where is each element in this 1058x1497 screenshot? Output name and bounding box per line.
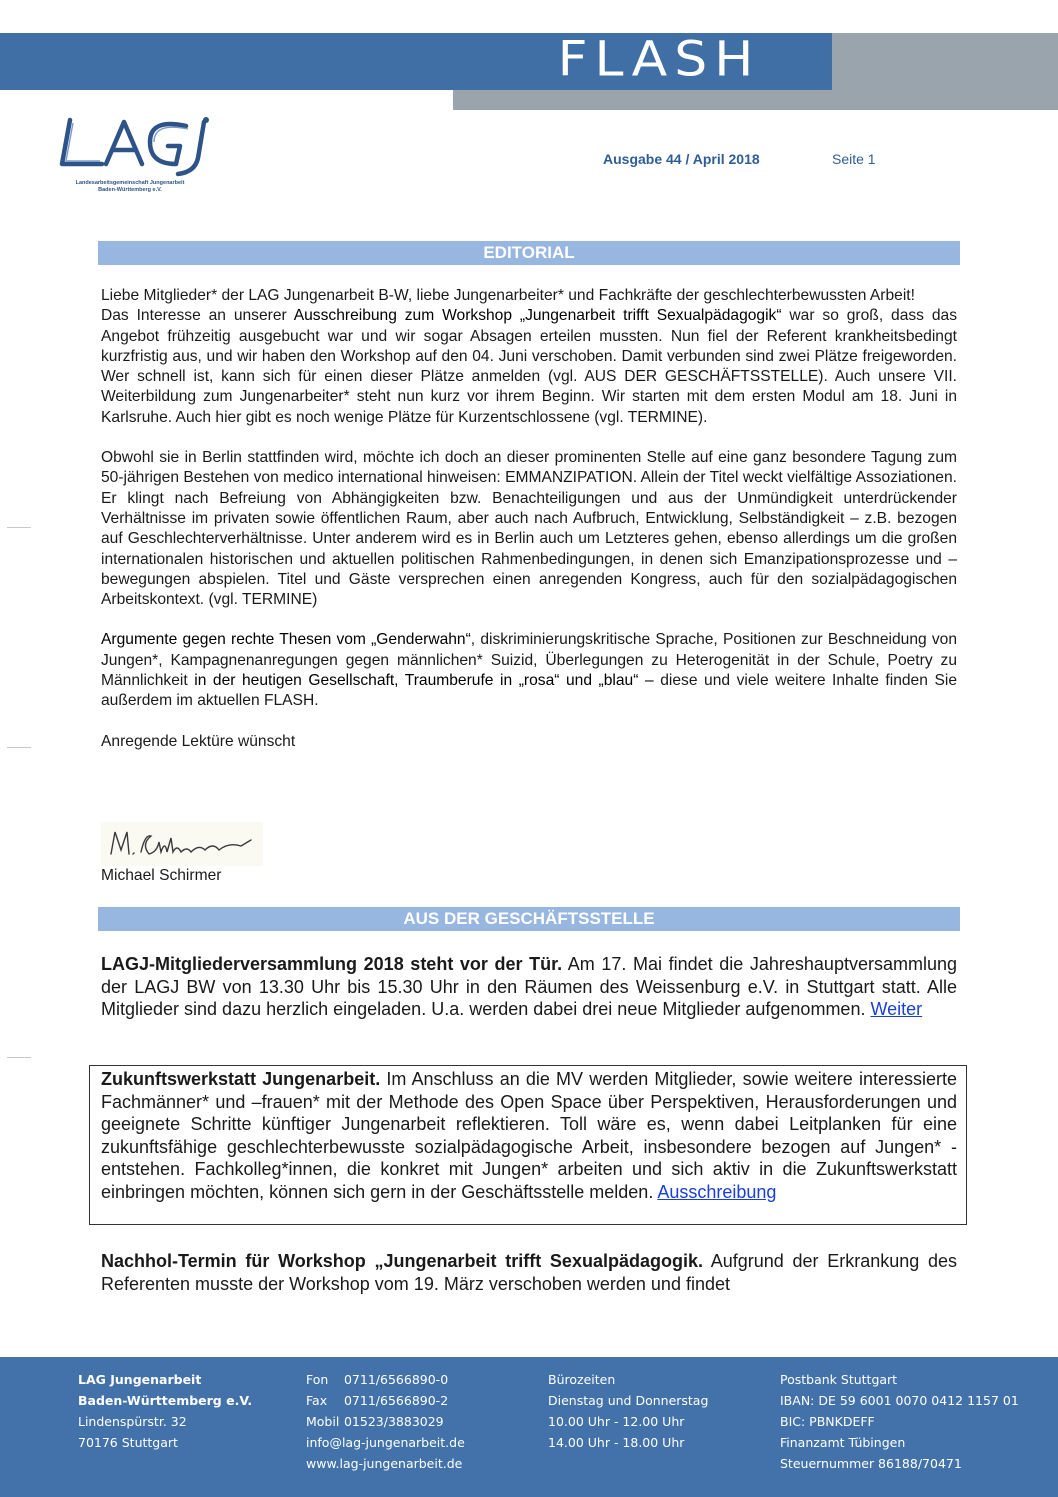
footer-mobile [306, 1411, 465, 1432]
editorial-text: Das Interesse an unserer [101, 307, 294, 325]
ausschreibung-link[interactable]: Ausschreibung [657, 1181, 777, 1202]
news-item-title: Nachhol-Termin für Workshop „Jungenarbeit trifft Sexualpädagogik. [101, 1251, 703, 1271]
news-item-text: Am 17. Mai findet die Jahreshauptversammlung der LAGJ BW von 13.30 Uhr bis 15.30 Uhr in den Räumen des Weissenburg e.V. in Stuttgart statt. Alle Mitglieder sind dazu herzlich eingeladen. U.a. werden dabei drei neue Mitglieder aufgenommen. [101, 954, 957, 1019]
editorial-text: war so groß, dass das Angebot frühzeitig ausgebucht war und wir sogar Absagen erteilen mussten. Nun fiel der Referent krankheitsbedingt kurzfristig aus, und wir haben den Workshop auf den 04. Juni verschoben. Damit verbunden sind zwei Plätze freigeworden. Wer schnell ist, kann sich für einen dieser Plätze anmelden (vgl. AUS DER GESCHÄFTSSTELLE). Auch unsere VII. Weiterbildung zum Jungenarbeiter* steht nun kurz vor ihrem Beginn. Wir starten mit dem ersten Modul am 18. Juni in Karlsruhe. Auch hier gibt es noch wenige Plätze für Kurzentschlossene (vgl. TERMINE). [101, 307, 957, 426]
page-number: Seite 1 [832, 151, 876, 167]
news-item-rescheduled-workshop [101, 1250, 957, 1295]
editorial-body [101, 286, 957, 752]
footer-org-name: LAG Jungenarbeit [78, 1372, 202, 1387]
editorial-highlight: Argumente gegen rechte Thesen vom „Genderwahn“ [101, 631, 471, 649]
footer-phone [306, 1369, 465, 1390]
weiter-link[interactable]: Weiter [870, 999, 923, 1019]
footer-hours-afternoon: 14.00 Uhr - 18.00 Uhr [548, 1435, 685, 1450]
editorial-text: diese und viele weitere Inhalte finden Sie außerdem im aktuellen FLASH. [101, 672, 957, 710]
editorial-text: , diskriminierungskritische Sprache, Positionen zur Beschneidung von Jungen*, Kampagnenanregungen gegen männlichen* Suizid, Überlegungen zu Heterogenität in der Schule, Poetry zu Männlichkeit [101, 631, 957, 690]
logo-subtitle [60, 180, 200, 194]
margin-mark [7, 1057, 31, 1058]
footer-email-link[interactable]: info@lag-jungenarbeit.de [306, 1435, 465, 1450]
news-item-text: Im Anschluss an die MV werden Mitglieder, sowie weitere interessierte Fachmänner* und –frauen* mit der Methode des Open Space über Perspektiven, Herausforderungen und geeignete Schritte künftiger Jungenarbeit reflektieren. Toll wäre es, wenn dabei Leitplanken für eine zukunftsfähige geschlechterbewusste sozialpädagogische Arbeit, insbesondere bezogen auf Jungen* - entstehen. Fachkolleg*innen, die konkret mit Jungen* arbeiten und sich aktiv in die Zukunftswerkstatt einbringen möchten, können sich gern in der Geschäftsstelle melden. [101, 1069, 957, 1202]
footer-hours-morning: 10.00 Uhr - 12.00 Uhr [548, 1414, 685, 1429]
workshop-mention: Ausschreibung zum Workshop „Jungenarbeit trifft Sexualpädagogik“ [293, 307, 782, 325]
issue-label: Ausgabe 44 / April 2018 [603, 151, 760, 167]
footer-hours-title: Bürozeiten [548, 1372, 616, 1387]
footer-phone-label: Fon [306, 1372, 329, 1387]
footer-org-state: Baden-Württemberg e.V. [78, 1393, 253, 1408]
margin-mark [7, 527, 31, 528]
news-item-text: Aufgrund der Erkrankung des Referenten musste der Workshop vom 19. März verschoben werden und findet [101, 1251, 957, 1294]
footer-iban: IBAN: DE 59 6001 0070 0412 1157 01 [780, 1393, 1019, 1408]
footer-fax [306, 1390, 465, 1411]
footer-bank [780, 1369, 1019, 1474]
footer-website-link[interactable]: www.lag-jungenarbeit.de [306, 1456, 463, 1471]
footer-fax-label: Fax [306, 1393, 328, 1408]
header-band-underline [453, 90, 1058, 110]
footer-city: 70176 Stuttgart [78, 1435, 178, 1450]
logo-subtitle-line1: Landesarbeitsgemeinschaft Jungenarbeit [75, 180, 185, 186]
footer [0, 1357, 1058, 1497]
editorial-highlight: in der heutigen Gesellschaft, Traumberufe in „rosa“ und „blau“ – [187, 672, 654, 690]
news-item-future-workshop [101, 1068, 957, 1203]
news-item-general-meeting [101, 953, 957, 1021]
footer-street: Lindenspürstr. 32 [78, 1414, 187, 1429]
footer-contact [306, 1369, 465, 1474]
editorial-paragraph: Obwohl sie in Berlin stattfinden wird, möchte ich doch an dieser prominenten Stelle auf eine ganz besondere Tagung zum 50-jährigen Bestehen von medico international hinweisen: EMMANZIPATION. Allein der Titel weckt vielfältige Assoziationen. Er klingt nach Befreiung von Abhängigkeiten bzw. Benachteiligungen und aus der Unmündigkeit unterdrückender Verhältnisse im privaten sowie öffentlichen Raum, aber auch nach Aufbruch, Entwicklung, Selbständigkeit – z.B. bezogen auf Geschlechterverhältnisse. Unter anderem wird es in Berlin auch um Letzteres gehen, ebenso allerdings um die großen internationalen historischen und aktuellen politischen Rahmenbedingungen, in denen sich Emanzipationsprozesse und –bewegungen abspielen. Titel und Gäste versprechen einen anregenden Kongress, auch für den sozialpädagogischen Arbeitskontext. (vgl. TERMINE) [101, 449, 957, 609]
section-heading-office: AUS DER GESCHÄFTSSTELLE [98, 907, 960, 931]
editorial-paragraph [101, 630, 957, 711]
footer-office-hours [548, 1369, 708, 1453]
editorial-greeting: Liebe Mitglieder* der LAG Jungenarbeit B-W, liebe Jungenarbeiter* und Fachkräfte der geschlechterbewussten Arbeit! [101, 287, 915, 304]
footer-phone-value[interactable]: 0711/6566890-0 [343, 1372, 449, 1387]
footer-address [78, 1369, 252, 1453]
footer-bic: BIC: PBNKDEFF [780, 1414, 875, 1429]
header-band-accent [832, 33, 1058, 90]
handwritten-signature [101, 822, 263, 866]
section-heading-editorial: EDITORIAL [98, 241, 960, 265]
footer-hours-days: Dienstag und Donnerstag [548, 1393, 709, 1408]
footer-mobile-value[interactable]: 01523/3883029 [343, 1414, 444, 1429]
editorial-paragraph [101, 286, 957, 428]
news-item-title: LAGJ-Mitgliederversammlung 2018 steht vor der Tür. [101, 954, 563, 974]
logo-subtitle-line2: Baden-Württemberg e.V. [98, 187, 162, 193]
footer-fax-value: 0711/6566890-2 [343, 1393, 449, 1408]
footer-tax-number: Steuernummer 86188/70471 [780, 1456, 962, 1471]
footer-mobile-label: Mobil [306, 1414, 340, 1429]
signer-name: Michael Schirmer [101, 867, 222, 884]
footer-bank-name: Postbank Stuttgart [780, 1372, 898, 1387]
newsletter-title: FLASH [557, 32, 761, 88]
editorial-closing: Anregende Lektüre wünscht [101, 732, 296, 750]
news-item-title: Zukunftswerkstatt Jungenarbeit. [101, 1069, 381, 1089]
margin-mark [7, 747, 31, 748]
footer-tax-office: Finanzamt Tübingen [780, 1435, 906, 1450]
